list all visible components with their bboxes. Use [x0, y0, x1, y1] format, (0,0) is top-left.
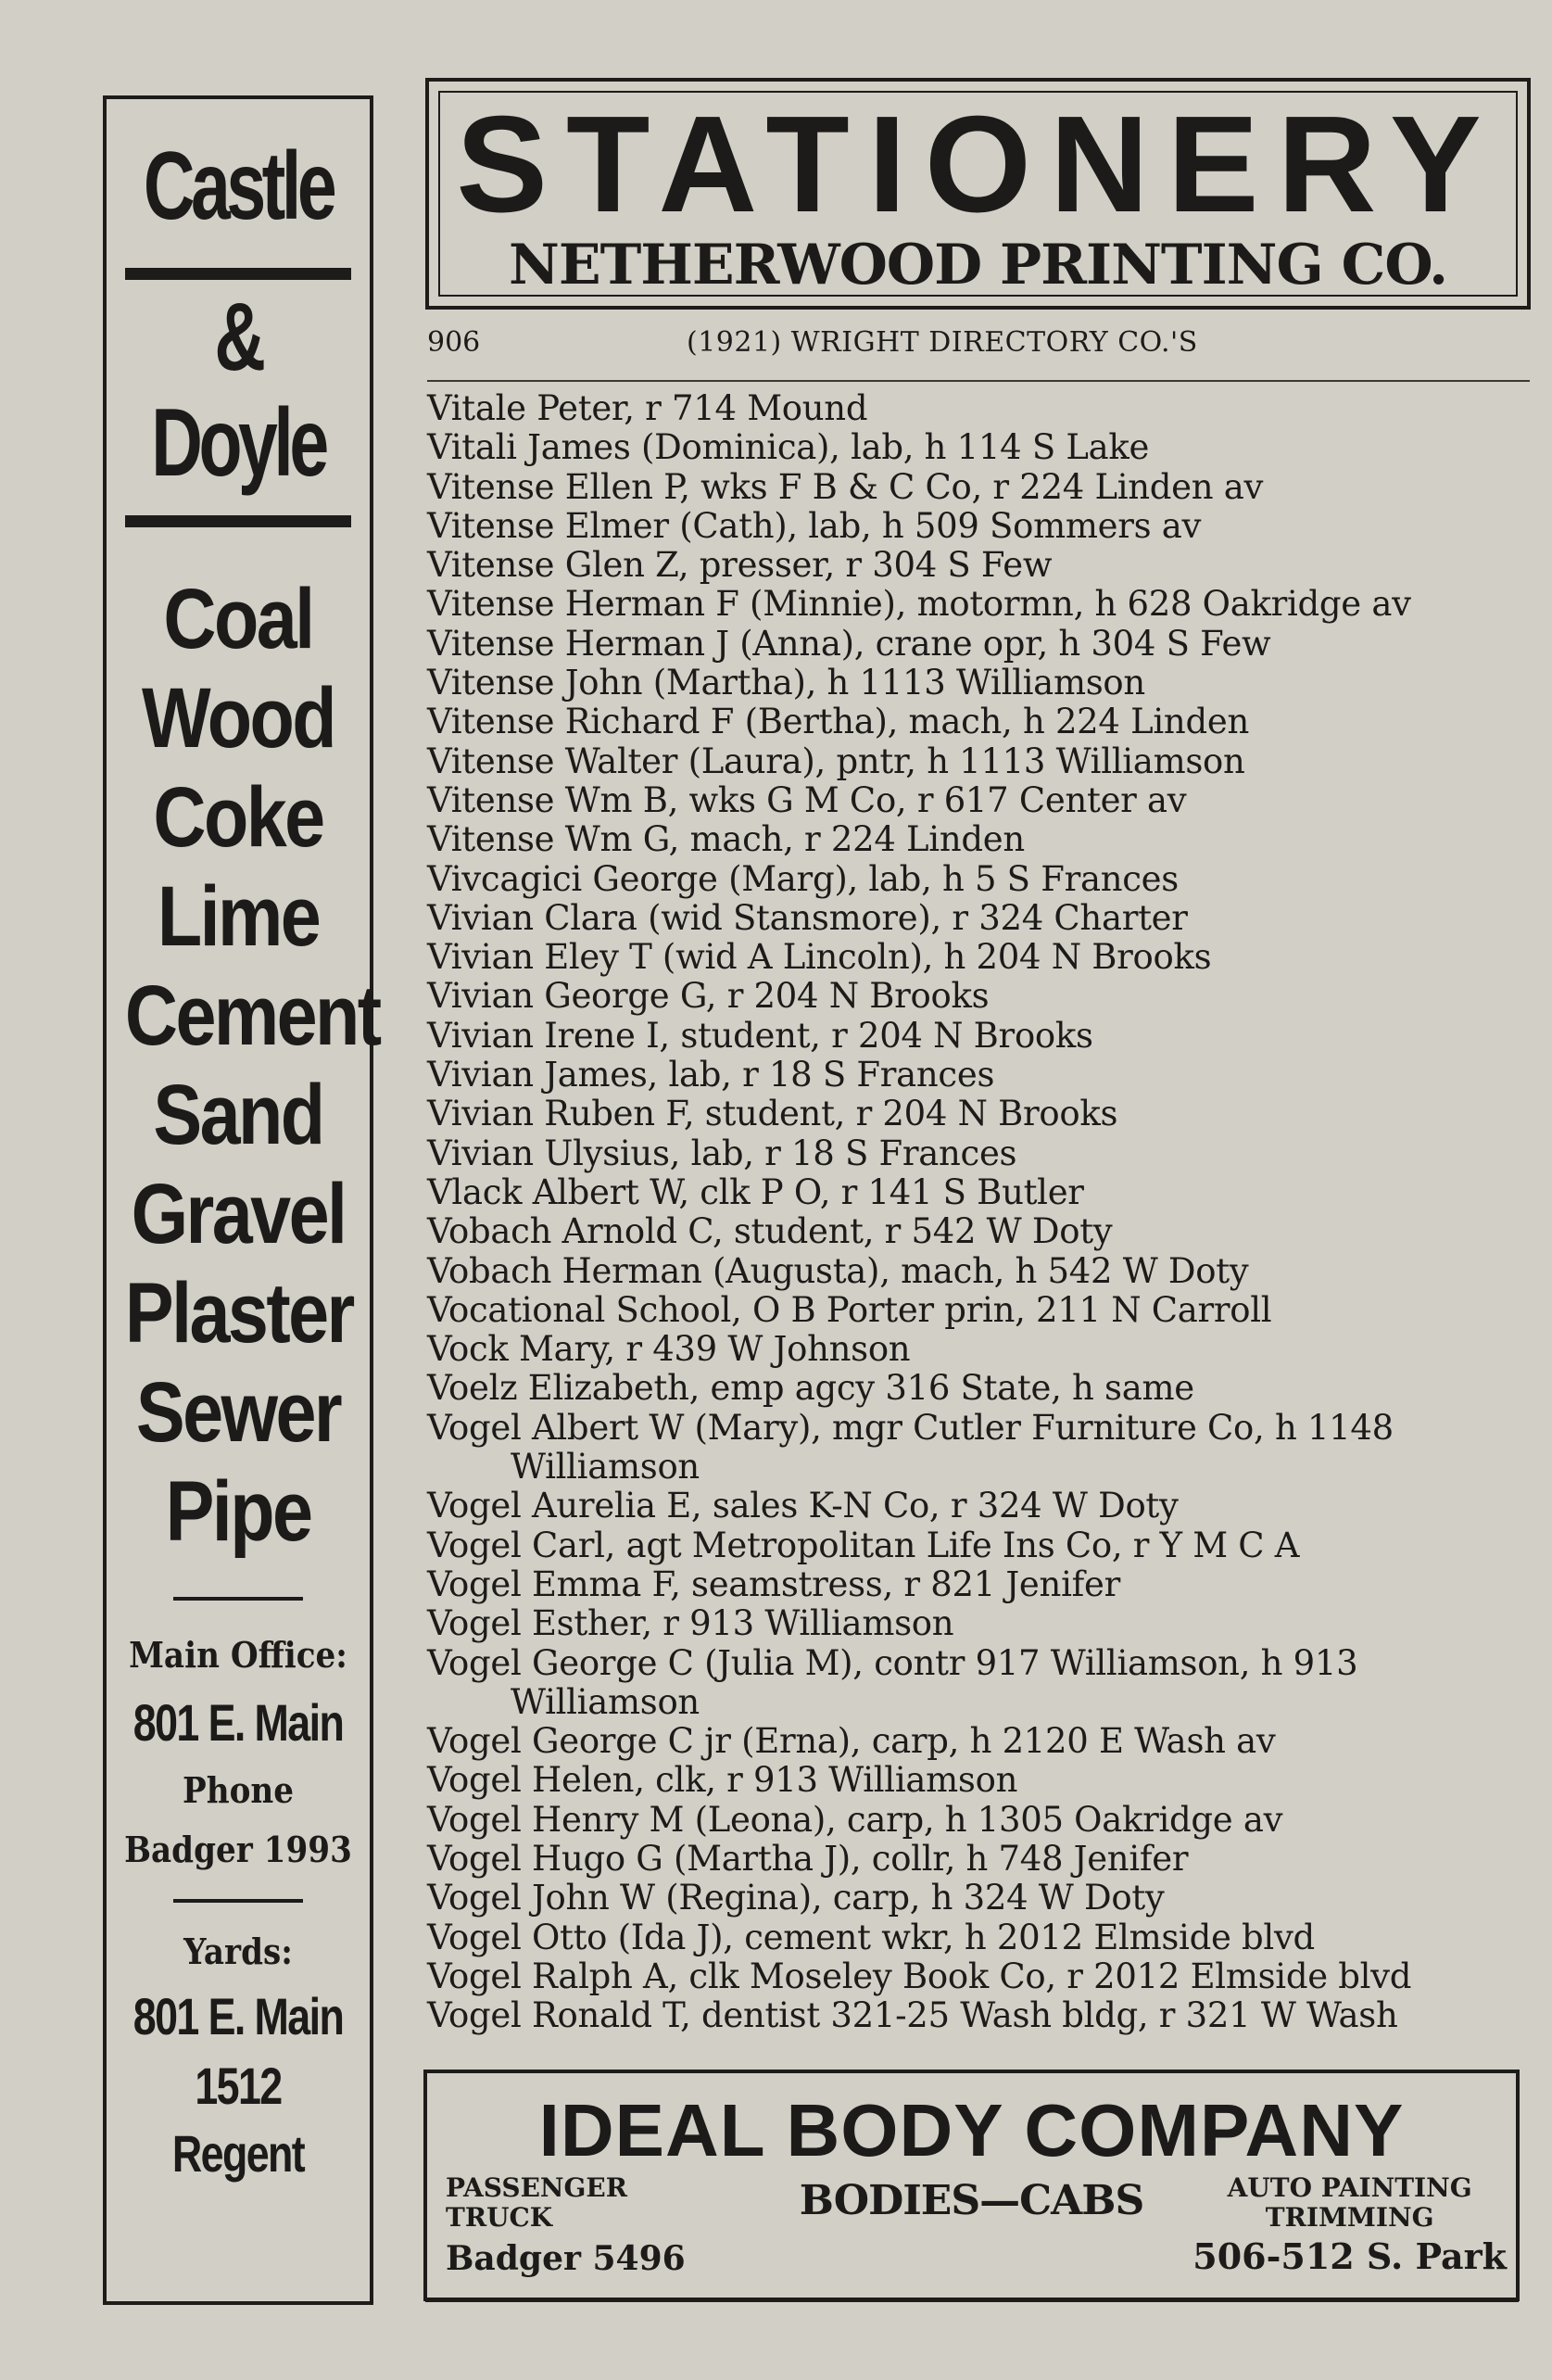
directory-entry: Vitense John (Martha), h 1113 Williamson — [427, 663, 1145, 703]
directory-entry: Vogel Henry M (Leona), carp, h 1305 Oakridge av — [427, 1799, 1283, 1840]
directory-entry: Vitale Peter, r 714 Mound — [427, 388, 868, 428]
ideal-phone: Badger 5496 — [446, 2239, 686, 2278]
ideal-address: 506-512 S. Park — [1192, 2235, 1507, 2277]
directory-entry: Vock Mary, r 439 W Johnson — [427, 1329, 911, 1370]
directory-entry: Vitense Elmer (Cath), lab, h 509 Sommers av — [427, 505, 1202, 546]
ad-divider — [125, 515, 351, 527]
directory-entry: Voelz Elizabeth, emp agcy 316 State, h same — [427, 1368, 1194, 1409]
ad-divider — [125, 268, 351, 280]
entry-continuation: Williamson — [511, 1681, 700, 1722]
directory-entry: Vogel George C jr (Erna), carp, h 2120 E Wash av — [427, 1721, 1276, 1762]
directory-entry: Vivian James, lab, r 18 S Frances — [427, 1055, 995, 1095]
product-cement: Cement — [124, 968, 380, 1063]
main-office-address: 801 E. Main — [132, 1692, 344, 1752]
directory-entry: Vitense Herman J (Anna), crane opr, h 304 S Few — [427, 623, 1271, 664]
product-lime: Lime — [157, 869, 320, 964]
product-sand: Sand — [153, 1068, 323, 1162]
bottom-rule — [425, 2298, 1519, 2302]
directory-entry: Vivian George G, r 204 N Brooks — [427, 976, 990, 1017]
page-number: 906 — [427, 326, 481, 359]
directory-entry: Vocational School, O B Porter prin, 211 N Carroll — [427, 1289, 1272, 1330]
truck-label: TRUCK — [446, 2202, 553, 2233]
directory-entry: Vitense Walter (Laura), pntr, h 1113 Williamson — [427, 741, 1245, 781]
entry-line: Vogel George C (Julia M), contr 917 Williamson, h 913 — [427, 1642, 1358, 1683]
directory-entry-multiline — [427, 1409, 1534, 1488]
directory-entry: Vitense Glen Z, presser, r 304 S Few — [427, 545, 1053, 586]
phone-number: Badger 1993 — [124, 1828, 352, 1870]
product-list — [107, 570, 380, 1562]
directory-entry: Vivian Ruben F, student, r 204 N Brooks — [427, 1094, 1118, 1134]
directory-entry: Vitali James (Dominica), lab, h 114 S Lake — [427, 427, 1150, 468]
yards-address-1: 801 E. Main — [132, 1987, 344, 2046]
yards-address-2: 1512 Regent — [171, 2056, 305, 2183]
main-office-label: Main Office: — [129, 1634, 347, 1676]
product-coal: Coal — [163, 572, 313, 666]
auto-painting-label: AUTO PAINTING — [1227, 2172, 1472, 2203]
directory-entry: Vogel Aurelia E, sales K-N Co, r 324 W Doty — [427, 1486, 1179, 1526]
entry-line: Vogel Albert W (Mary), mgr Cutler Furniture Co, h 1148 — [427, 1407, 1394, 1448]
directory-entry: Vobach Arnold C, student, r 542 W Doty — [427, 1211, 1113, 1252]
directory-entry: Vivian Irene I, student, r 204 N Brooks — [427, 1015, 1093, 1056]
directory-entry: Vivian Ulysius, lab, r 18 S Frances — [427, 1133, 1017, 1173]
ideal-body-company-name: IDEAL BODY COMPANY — [538, 2089, 1405, 2171]
trimming-label: TRIMMING — [1265, 2202, 1434, 2233]
directory-listings — [427, 389, 1534, 2035]
directory-entry: Vitense Wm B, wks G M Co, r 617 Center av — [427, 779, 1187, 820]
directory-entry: Vivian Eley T (wid A Lincoln), h 204 N Brooks — [427, 937, 1212, 978]
directory-entry: Vogel Ralph A, clk Moseley Book Co, r 2012 Elmside blvd — [427, 1956, 1412, 1996]
directory-entry-multiline — [427, 1644, 1534, 1723]
stationery-advertisement — [425, 78, 1531, 310]
directory-entry: Vogel Helen, clk, r 913 Williamson — [427, 1760, 1018, 1801]
running-title: (1921) WRIGHT DIRECTORY CO.'S — [687, 326, 1198, 359]
yards-label: Yards: — [183, 1930, 293, 1972]
ad-ampersand: & — [214, 284, 262, 391]
printing-company-name: NETHERWOOD PRINTING CO. — [509, 233, 1447, 298]
directory-entry: Vivian Clara (wid Stansmore), r 324 Charter — [427, 897, 1188, 938]
product-pipe: Pipe — [165, 1464, 311, 1559]
directory-entry: Vitense Richard F (Bertha), mach, h 224 Linden — [427, 702, 1249, 742]
directory-entry: Vlack Albert W, clk P O, r 141 S Butler — [427, 1171, 1084, 1212]
directory-entry: Vitense Wm G, mach, r 224 Linden — [427, 819, 1025, 860]
product-sewer: Sewer — [135, 1365, 341, 1460]
stationery-headline: STATIONERY — [456, 88, 1500, 241]
directory-entry: Vogel Ronald T, dentist 321-25 Wash bldg, r 321 W Wash — [427, 1995, 1398, 2036]
header-rule — [427, 380, 1530, 382]
product-coke: Coke — [153, 770, 323, 865]
directory-entry: Vogel Carl, agt Metropolitan Life Ins Co, r Y M C A — [427, 1525, 1300, 1565]
castle-doyle-advertisement — [103, 95, 380, 2305]
directory-entry: Vitense Herman F (Minnie), motormn, h 628 Oakridge av — [427, 584, 1411, 625]
product-gravel: Gravel — [131, 1167, 346, 1261]
directory-entry: Vobach Herman (Augusta), mach, h 542 W Doty — [427, 1250, 1249, 1291]
product-plaster: Plaster — [124, 1266, 353, 1361]
ad-name-doyle: Doyle — [151, 389, 325, 497]
passenger-label: PASSENGER — [446, 2172, 628, 2203]
stationery-ad-inner-frame — [438, 88, 1518, 298]
entry-continuation: Williamson — [511, 1447, 700, 1488]
directory-entry: Vogel John W (Regina), carp, h 324 W Doty — [427, 1878, 1165, 1918]
directory-entry: Vogel Emma F, seamstress, r 821 Jenifer — [427, 1563, 1120, 1604]
product-wood: Wood — [142, 671, 334, 766]
directory-entry: Vitense Ellen P, wks F B & C Co, r 224 Linden av — [427, 466, 1264, 507]
ideal-body-advertisement — [423, 2070, 1520, 2301]
directory-entry: Vogel Hugo G (Martha J), collr, h 748 Jenifer — [427, 1838, 1189, 1879]
directory-entry: Vivcagici George (Marg), lab, h 5 S Frances — [427, 858, 1179, 899]
ad-name-castle: Castle — [143, 133, 334, 240]
ad-right-block — [1192, 2172, 1507, 2277]
directory-entry: Vogel Otto (Ida J), cement wkr, h 2012 Elmside blvd — [427, 1917, 1315, 1957]
bodies-cabs-label: BODIES—CABS — [799, 2177, 1144, 2224]
phone-label: Phone — [182, 1769, 295, 1812]
directory-entry: Vogel Esther, r 913 Williamson — [427, 1603, 954, 1644]
